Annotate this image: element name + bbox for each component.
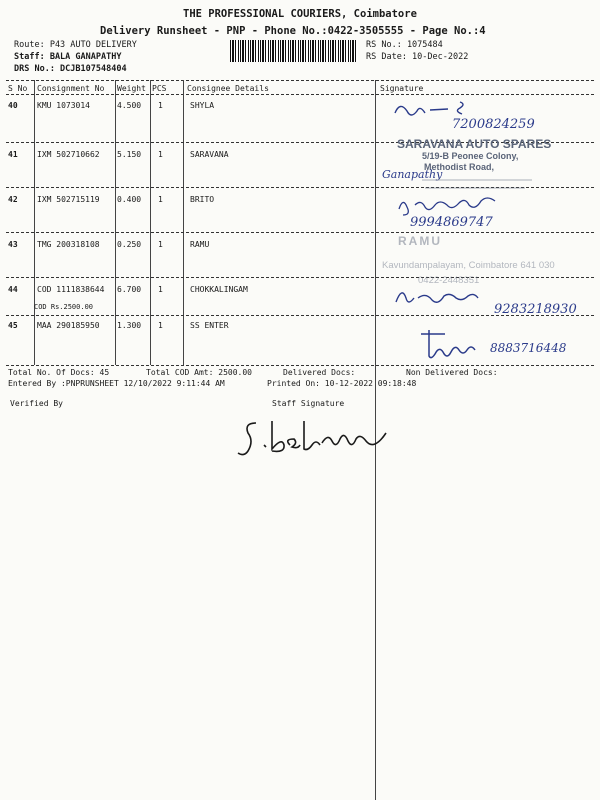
row-pcs: 1 xyxy=(158,321,163,330)
row-consignment: COD 1111838644 xyxy=(37,285,105,294)
col-consignee: Consignee Details xyxy=(187,84,269,93)
col-separator xyxy=(183,80,184,365)
stamp1-line2: Methodist Road, xyxy=(424,162,494,172)
row-sno: 45 xyxy=(8,321,18,330)
stamp2-line1: RAMU xyxy=(398,234,442,248)
row-consignee: RAMU xyxy=(190,240,210,249)
row-weight: 0.400 xyxy=(117,195,142,204)
row40-phone: 7200824259 xyxy=(452,117,535,132)
row-pcs: 1 xyxy=(158,101,163,110)
entered-by: Entered By :PNPRUNSHEET 12/10/2022 9:11:44 AM xyxy=(8,379,225,388)
col-separator xyxy=(34,80,35,365)
signature-scribble-44 xyxy=(392,286,492,308)
rs-date: RS Date: 10-Dec-2022 xyxy=(366,52,469,62)
row44-phone: 9283218930 xyxy=(494,302,577,317)
row-consignee: SHYLA xyxy=(190,101,215,110)
row-weight: 6.700 xyxy=(117,285,142,294)
row-consignment: IXM 502710662 xyxy=(37,150,100,159)
row-sno: 40 xyxy=(8,101,18,110)
row-weight: 5.150 xyxy=(117,150,142,159)
row-sno: 43 xyxy=(8,240,18,249)
row-weight: 4.500 xyxy=(117,101,142,110)
row-consignment: MAA 290185950 xyxy=(37,321,100,330)
row-consignee: SS ENTER xyxy=(190,321,229,330)
row42-phone: 9994869747 xyxy=(410,215,493,230)
col-separator xyxy=(150,80,151,365)
printed-on: Printed On: 10-12-2022 09:18:48 xyxy=(267,379,417,388)
col-separator xyxy=(115,80,116,365)
row-pcs: 1 xyxy=(158,285,163,294)
row-consignment: IXM 502715119 xyxy=(37,195,100,204)
col-sno: S No xyxy=(8,84,28,93)
row-consignee: CHOKKALINGAM xyxy=(190,285,248,294)
stamp1-line3: Ganapathy xyxy=(382,168,443,181)
total-docs: Total No. Of Docs: 45 xyxy=(8,368,110,377)
rs-number: RS No.: 1075484 xyxy=(366,40,443,50)
col-signature: Signature xyxy=(380,84,424,93)
row-sno: 41 xyxy=(8,150,18,159)
row-consignee: SARAVANA xyxy=(190,150,229,159)
drs-number: DRS No.: DCJB107548404 xyxy=(14,64,127,74)
row-weight: 0.250 xyxy=(117,240,142,249)
row-rule xyxy=(6,232,594,233)
row-sno: 44 xyxy=(8,285,18,294)
stamp1-smudge xyxy=(420,172,540,192)
row45-phone: 8883716448 xyxy=(490,341,567,355)
route-label: Route: P43 AUTO DELIVERY xyxy=(14,40,137,50)
table-top-rule xyxy=(6,80,594,81)
row-pcs: 1 xyxy=(158,240,163,249)
row-rule xyxy=(6,277,594,278)
barcode xyxy=(230,40,358,62)
non-delivered-docs: Non Delivered Docs: xyxy=(406,368,498,377)
row-pcs: 1 xyxy=(158,150,163,159)
row-sno: 42 xyxy=(8,195,18,204)
col-consignment: Consignment No xyxy=(37,84,105,93)
row-consignee: BRITO xyxy=(190,195,215,204)
signature-scribble-45 xyxy=(415,326,495,362)
company-title: THE PROFESSIONAL COURIERS, Coimbatore xyxy=(183,8,417,20)
staff-signature-label: Staff Signature xyxy=(272,399,345,408)
runsheet-subtitle: Delivery Runsheet - PNP - Phone No.:0422-3505555 - Page No.:4 xyxy=(100,25,486,37)
staff-signature xyxy=(242,415,412,460)
row-cod-note: COD Rs.2500.00 xyxy=(34,303,94,311)
table-header-rule xyxy=(6,94,594,95)
stamp1-line1: 5/19-B Peonee Colony, xyxy=(422,151,519,161)
stamp2-line2: Kavundampalayam, Coimbatore 641 030 xyxy=(382,260,555,271)
verified-by: Verified By xyxy=(10,399,63,408)
delivered-docs: Delivered Docs: xyxy=(283,368,356,377)
row-weight: 1.300 xyxy=(117,321,142,330)
row-pcs: 1 xyxy=(158,195,163,204)
col-pcs: PCS xyxy=(152,84,167,93)
stamp1-name: SARAVANA AUTO SPARES xyxy=(397,137,552,151)
col-weight: Weight xyxy=(117,84,146,93)
signature-scribble-42 xyxy=(395,195,535,217)
stamp2-line3: 0422-2448351 xyxy=(418,275,480,286)
table-bottom-rule xyxy=(6,365,594,366)
total-cod: Total COD Amt: 2500.00 xyxy=(146,368,252,377)
row-consignment: KMU 1073014 xyxy=(37,101,90,110)
staff-label: Staff: BALA GANAPATHY xyxy=(14,52,122,62)
row-consignment: TMG 200318108 xyxy=(37,240,100,249)
